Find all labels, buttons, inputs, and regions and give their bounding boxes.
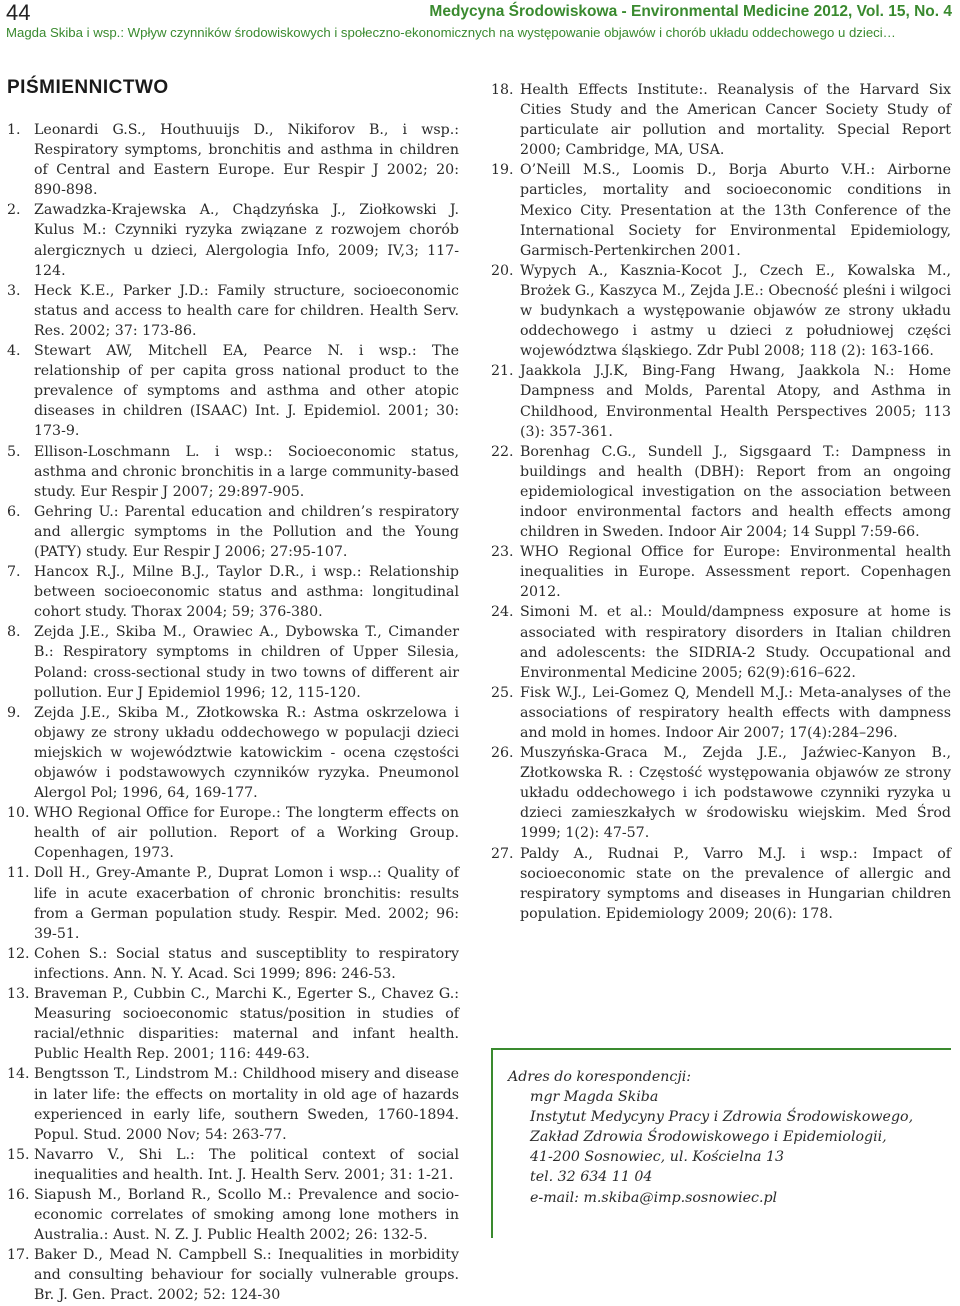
reference-text: Borenhag C.G., Sundell J., Sigsgaard T.: Dampness in buildings and health (DBH): Report from an ongoing epidemiological investigation on the association between indoor environmental factors and health effects among children in Sweden. Indoor Air 2004; 14 Suppl 7:59-66. [520,443,951,541]
correspondence-phone: tel. 32 634 11 04 [530,1169,653,1186]
reference-item [7,863,459,943]
reference-number: 14. [7,1066,30,1083]
reference-number: 7. [7,564,21,581]
reference-item [7,622,459,702]
reference-number: 17. [7,1247,30,1264]
reference-text: Paldy A., Rudnai P., Varro M.J. i wsp.: Impact of socioeconomic state on the prevalence of allergic and respiratory symptoms and diseases in Hungarian children population. Epidemiology 2009; 20(6): 178. [520,845,951,922]
reference-number: 15. [7,1146,30,1163]
reference-number: 18. [491,82,514,98]
reference-text: Zejda J.E., Skiba M., Złotkowska R.: Astma oskrzelowa i objawy ze strony układu oddechowego w populacji dzieci miejskich w województwie katowickim - ocena częstości objawów i podstawowych czynników ryzyka. Pneumonol Alergol Pol; 1996, 64, 169-177. [34,704,459,802]
correspondence-address [508,1067,913,1208]
references-left-column [7,120,459,1306]
reference-item [7,281,459,341]
reference-number: 21. [491,363,514,380]
reference-number: 12. [7,945,30,962]
reference-text: WHO Regional Office for Europe: Environmental health inequalities in Europe. Assessment report. Copenhagen 2012. [520,544,951,601]
reference-number: 9. [7,704,21,721]
reference-item [7,200,459,280]
reference-text: Ellison-Loschmann L. i wsp.: Socioeconomic status, asthma and chronic bronchitis in a large community-based study. Eur Respir J 2007; 29:897-905. [34,443,459,500]
reference-item [7,1064,459,1144]
reference-item [7,944,459,984]
reference-item [491,683,951,743]
reference-item [7,341,459,441]
reference-item [7,984,459,1064]
page-number: 44 [6,0,31,25]
reference-number: 5. [7,443,21,460]
reference-item [491,261,951,361]
reference-number: 13. [7,986,30,1003]
header-top-line [6,0,952,24]
reference-item [7,1185,459,1245]
reference-number: 10. [7,805,30,822]
reference-item [7,703,459,803]
reference-text: Wypych A., Kasznia-Kocot J., Czech E., Kowalska M., Brożek G., Kaszyca M., Zejda J.E.: Obecność pleśni i wilgoci w budynkach a występowanie objawów ze strony układu oddechowego i astmy u dzieci z południowej części województwa śląskiego. Zdr Publ 2008; 118 (2): 163-166. [520,262,951,360]
running-title: Magda Skiba i wsp.: Wpływ czynników środowiskowych i społeczno-ekonomicznych na występowanie objawów i chorób układu oddechowego u dzieci… [6,25,896,40]
reference-item [7,803,459,863]
reference-text: Leonardi G.S., Houthuuijs D., Nikiforov B., i wsp.: Respiratory symptoms, bronchitis and asthma in children of Central and Eastern Europe. Eur Respir J 2002; 20: 890-898. [34,122,459,199]
reference-item [491,160,951,260]
reference-number: 26. [491,745,514,762]
reference-text: Navarro V., Shi L.: The political context of social inequalities and health. Int. J. Health Serv. 2001; 31: 1-21. [34,1146,459,1183]
reference-text: Muszyńska-Graca M., Zejda J.E., Jaźwiec-Kanyon B., Złotkowska R. : Częstość występowania objawów ze strony układu oddechowego i ich podstawowe czynniki ryzyka u dzieci zamieszkałych w środowisku wiejskim. Med Środ 1999; 1(2): 47-57. [520,745,951,842]
reference-item [7,442,459,502]
reference-item [491,361,951,441]
reference-number: 24. [491,604,514,621]
reference-text: Doll H., Grey-Amante P., Duprat Lomon i wsp..: Quality of life in acute exacerbation of chronic bronchitis: results from a German population study. Respir. Med. 2002; 96: 39-51. [34,865,459,942]
reference-text: Simoni M. et al.: Mould/dampness exposure at home is associated with respiratory disorders in Italian children and adolescents: the SIDRIA-2 Study. Occupational and Environmental Medicine 2005; 62(9):616–622. [520,604,951,681]
reference-text: Cohen S.: Social status and susceptiblity to respiratory infections. Ann. N. Y. Acad. Sci 1999; 896: 246-53. [34,945,459,982]
reference-text: Heck K.E., Parker J.D.: Family structure, socioeconomic status and access to health care for children. Health Serv. Res. 2002; 37: 173-86. [34,282,459,339]
reference-text: Hancox R.J., Milne B.J., Taylor D.R., i wsp.: Relationship between socioeconomic status and asthma: longitudinal cohort study. Thorax 2004; 59; 376-380. [34,564,459,621]
correspondence-street: 41-200 Sosnowiec, ul. Kościelna 13 [530,1149,785,1166]
journal-title: Medycyna Środowiskowa - Environmental Medicine 2012, Vol. 15, No. 4 [429,3,952,20]
reference-text: Braveman P., Cubbin C., Marchi K., Egerter S., Chavez G.: Measuring socioeconomic status/position in studies of racial/ethnic disparities: maternal and infant health. Public Health Rep. 2001; 116: 449-63. [34,986,459,1063]
reference-number: 4. [7,343,21,360]
reference-item [491,602,951,682]
reference-text: Stewart AW, Mitchell EA, Pearce N. i wsp.: The relationship of per capita gross national product to the prevalence of symptoms and asthma and other atopic diseases in children (ISAAC) Int. J. Epidemiol. 2001; 30: 173-9. [34,343,459,440]
reference-text: Zawadzka-Krajewska A., Chądzyńska J., Ziołkowski J. Kulus M.: Czynniki ryzyka związane z rozwojem chorób alergicznych u dzieci, Alergologia Info, 2009; IV,3; 117-124. [34,202,459,279]
references-right-column [491,80,951,924]
reference-item [491,743,951,843]
reference-item [491,442,951,542]
reference-number: 16. [7,1186,30,1203]
reference-number: 22. [491,443,514,460]
reference-number: 23. [491,544,514,561]
reference-number: 6. [7,503,21,520]
reference-text: O’Neill M.S., Loomis D., Borja Aburto V.H.: Airborne particles, mortality and socioeconomic conditions in Mexico City. Presentation at the 13th Conference of the International Society for Environmental Epidemiology, Garmisch-Pertenkirchen 2001. [520,162,951,259]
section-title: PIŚMIENNICTWO [7,77,169,98]
reference-text: WHO Regional Office for Europe.: The longterm effects on health of air pollution. Report of a Working Group. Copenhagen, 1973. [34,805,459,862]
reference-text: Jaakkola J.J.K, Bing-Fang Hwang, Jaakkola N.: Home Dampness and Molds, Parental Atopy, and Asthma in Childhood, Environmental Health Perspectives 2005; 113 (3): 357-361. [520,363,951,440]
reference-item [7,562,459,622]
reference-item [7,120,459,200]
reference-text: Fisk W.J., Lei-Gomez Q, Mendell M.J.: Meta-analyses of the associations of respiratory health effects with dampness and mold in homes. Indoor Air 2007; 17(4):284–296. [520,684,951,741]
reference-item [491,542,951,602]
reference-number: 3. [7,282,21,299]
reference-item [491,80,951,160]
correspondence-name: mgr Magda Skiba [530,1089,659,1106]
reference-item [7,1145,459,1185]
reference-item [7,502,459,562]
reference-number: 1. [7,122,21,138]
reference-text: Health Effects Institute:. Reanalysis of the Harvard Six Cities Study and the American Cancer Society Study of particulate air pollution and mortality. Special Report 2000; Cambridge, MA, USA. [520,82,951,159]
reference-number: 19. [491,162,514,179]
reference-text: Baker D., Mead N. Campbell S.: Inequalities in morbidity and consulting behaviour for socially vulnerable groups. Br. J. Gen. Pract. 2002; 52: 124-30 [34,1247,459,1304]
reference-number: 20. [491,262,514,279]
reference-item [7,1245,459,1305]
reference-text: Bengtsson T., Lindstrom M.: Childhood misery and disease in later life: the effects on mortality in old age of hazards experienced in early life, southern Sweden, 1760-1894. Popul. Stud. 2000 Nov; 54: 263-77. [34,1066,459,1143]
reference-text: Siapush M., Borland R., Scollo M.: Prevalence and socio-economic correlates of smoking among lone mothers in Australia.: Aust. N. Z. J. Public Health 2002; 26: 132-5. [34,1186,459,1244]
reference-text: Zejda J.E., Skiba M., Orawiec A., Dybowska T., Cimander B.: Respiratory symptoms in children of Upper Silesia, Poland: cross-sectional study in two towns of different air pollution. Eur J Epidemiol 1996; 12, 115-120. [34,624,459,701]
correspondence-department: Zakład Zdrowia Środowiskowego i Epidemiologii, [530,1129,887,1146]
reference-item [491,844,951,924]
correspondence-label: Adres do korespondencji: [508,1069,692,1085]
reference-number: 2. [7,202,21,219]
correspondence-institute: Instytut Medycyny Pracy i Zdrowia Środowiskowego, [530,1109,914,1126]
reference-number: 27. [491,845,514,862]
reference-number: 25. [491,684,514,701]
reference-number: 8. [7,624,21,641]
reference-text: Gehring U.: Parental education and children’s respiratory and allergic symptoms in the Pollution and the Young (PATY) study. Eur Respir J 2006; 27:95-107. [34,503,459,560]
reference-number: 11. [7,865,30,882]
correspondence-email: e-mail: m.skiba@imp.sosnowiec.pl [530,1189,778,1206]
